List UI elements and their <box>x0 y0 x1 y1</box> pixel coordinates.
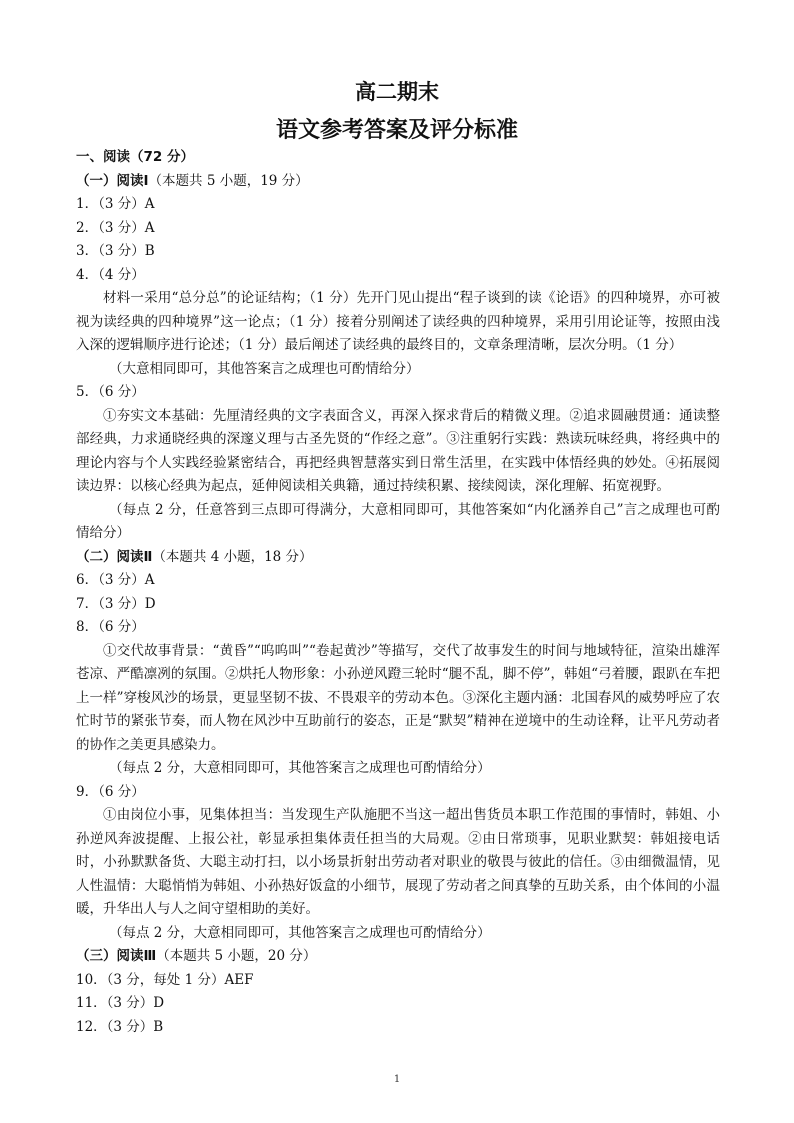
answer-q2: 2．（3 分）A <box>76 219 155 236</box>
page-number: 1 <box>393 1074 401 1085</box>
part2-heading <box>76 546 720 570</box>
scoring-note-q4: （大意相同即可，其他答案言之成理也可酌情给分） <box>109 360 420 377</box>
answer-q5-text: ①夯实文本基础：先厘清经典的文字表面含义，再深入探求背后的精微义理。②追求圆融贯通：通读整部经典，力求通晓经典的深邃义理与古圣先贤的“作经之意”。③注重躬行实践：熟读玩味经典，将经典中的理论内容与个人实践经验紧密结合，再把经典智慧落实到日常生活里，在实践中体悟经典的妙处。④拓展阅读边界：以核心经典为起点，延伸阅读相关典籍，通过持续积累、接续阅读，深化理解、拓宽视野。 <box>76 407 720 494</box>
answer-q12: 12．（3 分）B <box>76 1018 164 1035</box>
answer-q7: 7．（3 分）D <box>76 595 156 612</box>
page-title: 高二期末 <box>355 80 439 104</box>
scoring-note-q5: （每点 2 分，任意答到三点即可得满分，大意相同即可，其他答案如“内化涵养自己”言之成理也可酌情给分） <box>76 501 720 541</box>
section-heading: 一、阅读（72 分） <box>76 149 194 165</box>
answer-q11: 11．（3 分）D <box>76 995 165 1011</box>
scoring-note-q8: （每点 2 分，大意相同即可，其他答案言之成理也可酌情给分） <box>109 760 491 776</box>
answer-q9-text: ①由岗位小事，见集体担当：当发现生产队施肥不当这一超出售货员本职工作范围的事情时，韩姐、小孙逆风奔波提醒、上报公社，彰显承担集体责任担当的大局观。②由日常琐事，见职业默契：韩姐接电话时，小孙默默备货、大聪主动打扫，以小场景折射出劳动者对职业的敬畏与彼此的信任。③由细微温情，见人性温情：大聪悄悄为韩姐、小孙热好饭盒的小细节，展现了劳动者之间真挚的互助关系，由个体间的小温暖，升华出人与人之间守望相助的美好。 <box>76 807 720 917</box>
answer-q8-text: ①交代故事背景：“黄昏”“呜呜叫”“卷起黄沙”等描写，交代了故事发生的时间与地域特征，渲染出雄浑苍凉、严酷凛冽的氛围。②烘托人物形象：小孙逆风蹬三轮时“腿不乱，脚不停”，韩姐“弓着腰，跟趴在车把上一样”穿梭风沙的场景，更显坚韧不拔、不畏艰辛的劳动本色。③深化主题内涵：北国春风的威势呼应了农忙时节的紧张节奏，而人物在风沙中互助前行的姿态，正是“默契”精神在逆境中的生动诠释，让平凡劳动者的协作之美更具感染力。 <box>76 642 720 753</box>
answer-q6: 6．（3 分）A <box>76 572 155 588</box>
answer-q4-text: 材料一采用“总分总”的论证结构；（1 分）先开门见山提出“程子谈到的读《论语》的四种境界，亦可被视为读经典的四种境界”这一论点；（1 分）接着分别阐述了读经典的四种境界，采用引用论证等，按照由浅入深的逻辑顺序进行论述；（1 分）最后阐述了读经典的最终目的，文章条理清晰，层次分明。（1 分） <box>76 290 720 353</box>
part1-heading-bold: （一）阅读Ⅰ <box>76 172 149 189</box>
answer-q5: 5．（6 分） <box>76 384 145 400</box>
part3-heading-rest: （本题共 5 小题，20 分） <box>156 948 317 964</box>
part2-heading-bold: （二）阅读Ⅱ <box>76 548 153 565</box>
part3-heading-bold: （三）阅读Ⅲ <box>76 948 157 964</box>
answer-q1: 1．（3 分）A <box>76 196 155 212</box>
part3-heading <box>76 945 720 969</box>
part1-heading-rest: （本题共 5 小题，19 分） <box>148 172 309 189</box>
scoring-note-q9: （每点 2 分，大意相同即可，其他答案言之成理也可酌情给分） <box>109 924 491 941</box>
answer-q4: 4．（4 分） <box>76 266 145 283</box>
answer-content <box>76 146 720 1039</box>
answer-q9: 9．（6 分） <box>76 783 145 800</box>
part1-heading <box>76 170 720 194</box>
answer-q10: 10．（3 分，每处 1 分）AEF <box>76 971 254 988</box>
part2-heading-rest: （本题共 4 小题，18 分） <box>152 548 313 565</box>
page-subtitle: 语文参考答案及评分标准 <box>275 118 518 143</box>
answer-q3: 3．（3 分）B <box>76 243 155 259</box>
answer-q8: 8．（6 分） <box>76 619 145 635</box>
